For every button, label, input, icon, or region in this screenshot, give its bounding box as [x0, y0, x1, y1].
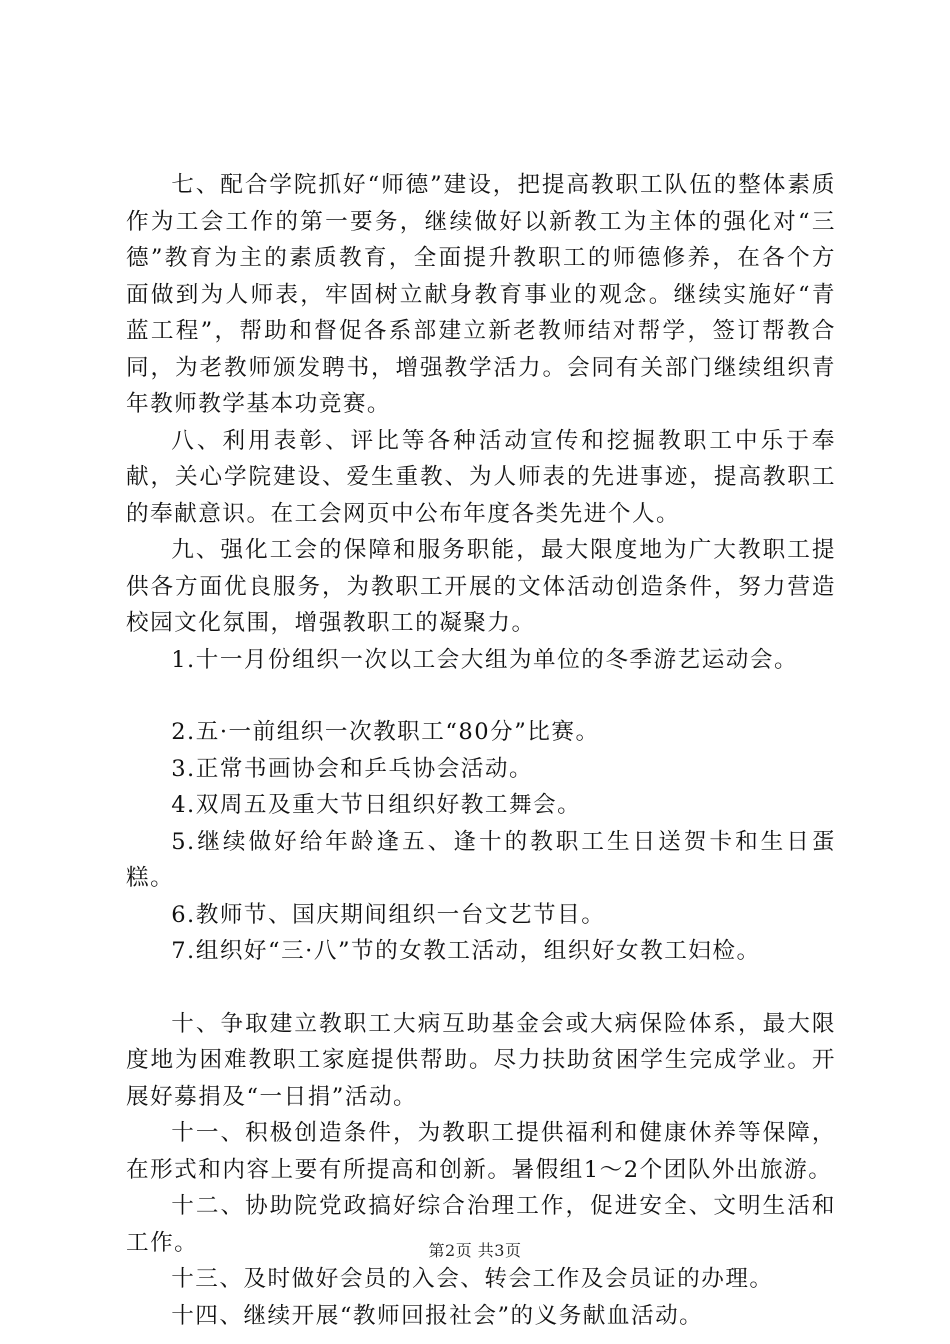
document-body	[126, 167, 836, 1334]
paragraph-item-10: 十、争取建立教职工大病互助基金会或大病保险体系，最大限度地为困难教职工家庭提供帮助。尽力扶助贫困学生完成学业。开展好募捐及“一日捐”活动。	[126, 1010, 836, 1110]
list-item-6: 6.教师节、国庆期间组织一台文艺节目。	[171, 901, 606, 928]
page-footer: 第2页 共3页	[428, 1241, 522, 1260]
paragraph-item-9: 九、强化工会的保障和服务职能，最大限度地为广大教职工提供各方面优良服务，为教职工开展的文体活动创造条件，努力营造校园文化氛围，增强教职工的凝聚力。	[126, 537, 836, 636]
paragraph-item-11: 十一、积极创造条件，为教职工提供福利和健康休养等保障，在形式和内容上要有所提高和创新。暑假组1～2个团队外出旅游。	[126, 1120, 836, 1183]
blank-line	[126, 678, 836, 714]
paragraph-item-8: 八、利用表彰、评比等各种活动宣传和挖掘教职工中乐于奉献，关心学院建设、爱生重教、为人师表的先进事迹，提高教职工的奉献意识。在工会网页中公布年度各类先进个人。	[126, 427, 836, 527]
blank-line	[126, 970, 836, 1006]
list-item-7: 7.组织好“三·八”节的女教工活动，组织好女教工妇检。	[171, 938, 761, 964]
list-item-5: 5.继续做好给年龄逢五、逢十的教职工生日送贺卡和生日蛋糕。	[126, 828, 836, 891]
paragraph-item-14: 十四、继续开展“教师回报社会”的义务献血活动。	[171, 1302, 704, 1329]
paragraph-item-13: 十三、及时做好会员的入会、转会工作及会员证的办理。	[171, 1266, 774, 1292]
list-item-1: 1.十一月份组织一次以工会大组为单位的冬季游艺运动会。	[171, 646, 799, 673]
list-item-2: 2.五·一前组织一次教职工“80分”比赛。	[171, 719, 600, 745]
paragraph-item-7: 七、配合学院抓好“师德”建设，把提高教职工队伍的整体素质作为工会工作的第一要务，继续做好以新教工为主体的强化对“三德”教育为主的素质教育，全面提升教职工的师德修养，在各个方面做到为人师表，牢固树立献身教育事业的观念。继续实施好“青蓝工程”，帮助和督促各系部建立新老教师结对帮学，签订帮教合同，为老教师颁发聘书，增强教学活力。会同有关部门继续组织青年教师教学基本功竞赛。	[126, 172, 836, 417]
list-item-3: 3.正常书画协会和乒乓协会活动。	[171, 755, 534, 782]
paragraph-item-12: 十二、协助院党政搞好综合治理工作，促进安全、文明生活和工作。	[126, 1193, 836, 1256]
list-item-4: 4.双周五及重大节日组织好教工舞会。	[171, 792, 582, 818]
